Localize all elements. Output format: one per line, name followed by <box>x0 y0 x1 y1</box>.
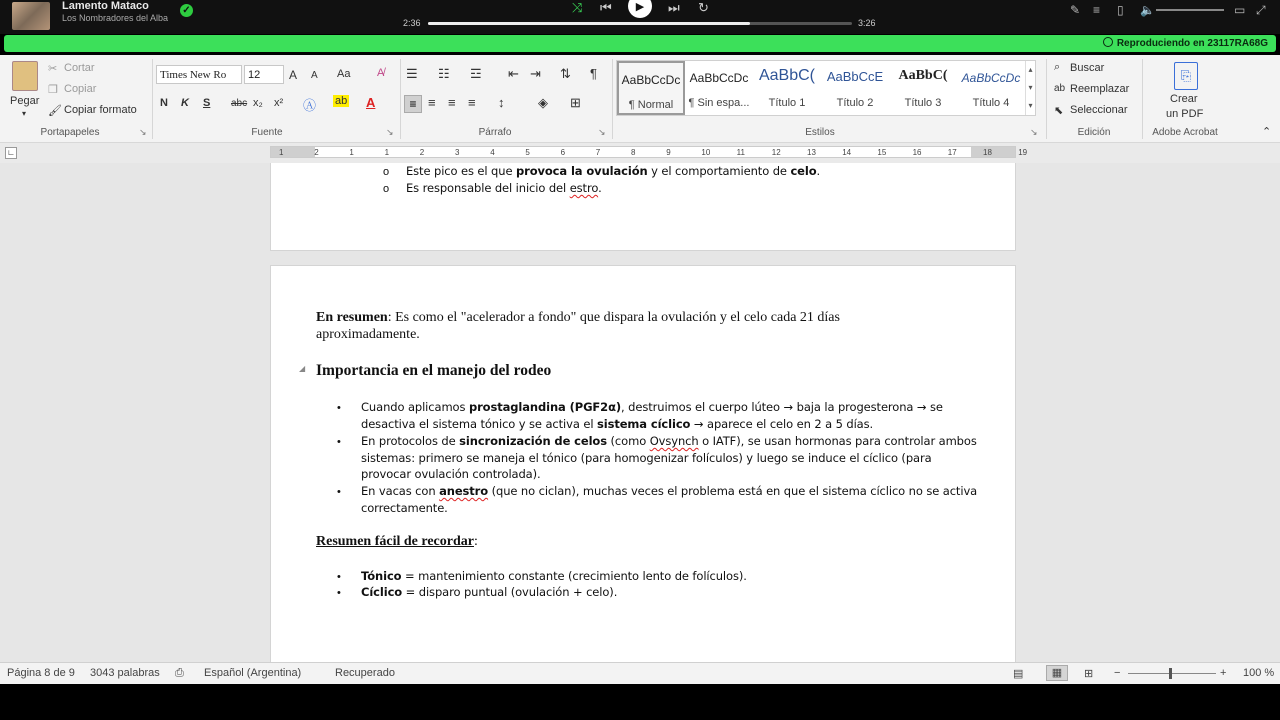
style-name: Título 4 <box>972 97 1010 109</box>
bullet-text[interactable]: En protocolos de sincronización de celos (como Ovsynch o IATF), se usan hormonas para controlar ambos <box>361 434 977 448</box>
copy-button[interactable]: Copiar <box>64 83 97 95</box>
pencil-icon[interactable]: ✎ <box>1070 3 1081 17</box>
volume-icon[interactable]: 🔈 <box>1140 3 1155 17</box>
fullscreen-icon[interactable]: ⤢ <box>1256 3 1266 17</box>
zoom-out-button[interactable]: − <box>1114 667 1121 679</box>
divider <box>1046 59 1047 139</box>
album-thumbnail[interactable] <box>12 2 50 30</box>
bold-button[interactable]: N <box>160 97 168 109</box>
underline-button[interactable]: S <box>203 97 211 109</box>
next-track-icon[interactable]: ⏭ <box>668 0 680 15</box>
style-preview: AaBbC( <box>758 67 816 84</box>
word-count[interactable]: 3043 palabras <box>90 667 160 679</box>
replace-icon: ab <box>1054 83 1066 94</box>
easy-summary-title[interactable]: Resumen fácil de recordar: <box>316 534 478 549</box>
easy-item[interactable]: Cíclico = disparo puntual (ovulación + celo). <box>361 585 618 599</box>
section-heading[interactable]: Importancia en el manejo del rodeo <box>316 362 552 379</box>
summary-paragraph-line2[interactable]: aproximadamente. <box>316 327 420 342</box>
style-name: Título 1 <box>768 97 806 109</box>
bullets-icon[interactable]: ☰ <box>406 66 418 81</box>
summary-paragraph[interactable]: En resumen: Es como el "acelerador a fondo" que dispara la ovulación y el celo cada 21 días <box>316 310 840 325</box>
liked-check-icon[interactable]: ✓ <box>180 4 193 17</box>
zoom-slider[interactable] <box>1128 673 1216 674</box>
web-layout-icon[interactable]: ⊞ <box>1084 668 1094 680</box>
divider <box>1142 59 1143 139</box>
style-heading-3[interactable] <box>889 61 957 115</box>
paragraph-launcher-icon[interactable]: ↘ <box>598 127 606 137</box>
screen-bottom <box>0 684 1280 720</box>
ruler-tick-label: 12 <box>771 148 781 157</box>
style-heading-4[interactable] <box>957 61 1025 115</box>
format-painter-button[interactable]: Copiar formato <box>64 104 137 116</box>
group-label-acrobat: Adobe Acrobat <box>1152 127 1218 138</box>
bullet-marker: • <box>337 587 341 599</box>
ruler-tick-label: 11 <box>736 148 745 157</box>
text-effects-icon[interactable]: Ⓐ <box>303 98 317 113</box>
ruler-tick-label: 7 <box>595 148 601 157</box>
font-size-box[interactable]: 12 <box>244 65 284 84</box>
bullet-marker: • <box>337 571 341 583</box>
align-center-icon[interactable]: ≡ <box>428 95 436 110</box>
clear-format-icon[interactable]: A̸ <box>377 67 385 79</box>
shrink-font-button[interactable]: A <box>311 70 318 81</box>
miniplayer-icon[interactable]: ▭ <box>1234 3 1246 17</box>
group-label-editing: Edición <box>1077 127 1111 138</box>
ruler-tick-label: 1 <box>349 148 354 157</box>
style-preview: AaBbCcDc <box>961 71 1021 85</box>
change-case-button[interactable]: Aa <box>337 68 351 80</box>
media-player-bar <box>0 0 1280 34</box>
collapse-ribbon-icon[interactable]: ⌃ <box>1262 126 1272 138</box>
volume-slider[interactable] <box>1156 9 1224 11</box>
progress-fill <box>428 22 750 25</box>
italic-button[interactable]: K <box>181 97 189 109</box>
page-previous[interactable] <box>270 163 1016 251</box>
ruler-tick-label: 1 <box>279 148 284 157</box>
strikethrough-button[interactable]: abc <box>231 98 248 109</box>
sub-bullet-marker: o <box>383 166 390 178</box>
group-label-styles: Estilos <box>805 127 835 138</box>
ruler-tick-label: 14 <box>842 148 852 157</box>
read-mode-icon[interactable]: ▤ <box>1013 668 1024 680</box>
ruler-tick-label: 10 <box>701 148 711 157</box>
ribbon-home <box>0 55 1280 143</box>
increase-indent-icon[interactable]: ⇥ <box>530 66 541 81</box>
style-preview: AaBbCcDc <box>621 73 681 87</box>
search-icon: ⌕ <box>1054 61 1061 73</box>
artist-name: Los Nombradores del Alba <box>62 13 169 23</box>
style-name: ¶ Sin espa... <box>688 97 750 109</box>
bullet-marker: • <box>337 436 341 448</box>
now-playing-banner[interactable] <box>4 35 1276 52</box>
now-playing-text: Reproduciendo en 23117RA68G <box>1116 38 1268 49</box>
ruler-tick-label: 2 <box>419 148 425 157</box>
ruler-tick-label: 19 <box>1018 148 1028 157</box>
bullet-text[interactable]: Cuando aplicamos prostaglandina (PGF2α), destruimos el cuerpo lúteo → baja la progesterona → se <box>361 400 943 414</box>
shading-icon[interactable]: ◈ <box>538 95 548 110</box>
device-icon[interactable]: ▯ <box>1117 3 1124 17</box>
ruler-tick-label: 13 <box>807 148 816 157</box>
style-heading-2[interactable] <box>821 61 889 115</box>
find-button[interactable]: Buscar <box>1070 62 1105 74</box>
align-left-button[interactable]: ≡ <box>404 95 422 113</box>
ruler-tick-label: 3 <box>455 148 460 157</box>
sub-bullet-text[interactable]: Este pico es el que provoca la ovulación y el comportamiento de celo. <box>406 164 821 178</box>
sub-bullet-text[interactable]: Es responsable del inicio del estro. <box>406 181 602 195</box>
ruler-tick-label: 17 <box>947 148 957 157</box>
speaker-icon <box>1103 37 1113 47</box>
repeat-icon[interactable]: ↻ <box>698 0 709 15</box>
style-name: Título 3 <box>904 97 942 109</box>
duration-time: 3:26 <box>858 18 876 28</box>
format-painter-icon: 🖌 <box>48 105 62 117</box>
bullet-text[interactable]: correctamente. <box>361 501 448 515</box>
status-bar <box>0 662 1280 684</box>
ruler-tick-label: 1 <box>384 148 390 157</box>
print-layout-icon[interactable]: ▦ <box>1046 665 1068 681</box>
ruler-tick-label: 16 <box>912 148 922 157</box>
justify-icon[interactable]: ≡ <box>468 95 476 110</box>
group-label-font: Fuente <box>251 127 283 138</box>
style-heading-1[interactable] <box>753 61 821 115</box>
numbering-icon[interactable]: ☷ <box>438 66 450 81</box>
zoom-in-button[interactable]: + <box>1220 667 1227 679</box>
highlight-icon[interactable]: ab <box>335 95 348 107</box>
style-name: Título 2 <box>836 97 874 109</box>
cut-button[interactable]: Cortar <box>64 62 95 74</box>
style-normal[interactable] <box>617 61 685 115</box>
select-cursor-icon: ⬉ <box>1054 105 1064 117</box>
font-launcher-icon[interactable]: ↘ <box>386 127 394 137</box>
select-button[interactable]: Seleccionar <box>1070 104 1128 116</box>
ruler-tick-label: 6 <box>560 148 566 157</box>
bullet-marker: • <box>337 402 341 414</box>
tab-selector-icon[interactable]: ∟ <box>5 147 17 159</box>
bullet-marker: • <box>337 486 341 498</box>
shuffle-icon[interactable]: ⤨ <box>572 0 583 15</box>
style-name: ¶ Normal <box>628 99 674 111</box>
song-title: Lamento Mataco <box>62 0 149 12</box>
horizontal-ruler[interactable] <box>270 146 1028 158</box>
style-preview: AaBbCcDc <box>689 71 749 85</box>
sort-icon[interactable]: ⇅ <box>560 66 571 81</box>
divider <box>152 59 153 139</box>
play-pause-button[interactable]: ▶ <box>628 0 652 18</box>
ruler-margin-right <box>971 147 1015 157</box>
copy-icon: ❐ <box>48 84 58 96</box>
styles-launcher-icon[interactable]: ↘ <box>1030 127 1038 137</box>
ruler-tick-label: 18 <box>983 148 992 157</box>
superscript-button[interactable]: x² <box>274 97 284 109</box>
styles-gallery <box>616 60 1036 116</box>
decrease-indent-icon[interactable]: ⇤ <box>508 66 519 81</box>
grow-font-button[interactable]: A <box>289 68 298 82</box>
paste-dropdown-icon[interactable]: ▾ <box>22 109 27 118</box>
cut-icon: ✂ <box>48 63 58 75</box>
font-color-icon[interactable]: A <box>366 95 376 110</box>
zoom-level[interactable]: 100 % <box>1243 667 1275 679</box>
proofing-icon[interactable]: ⎙ <box>175 667 184 679</box>
ruler-tick-label: 2 <box>314 148 319 157</box>
style-preview: AaBbC( <box>898 68 948 83</box>
group-label-paragraph: Párrafo <box>478 127 512 138</box>
clipboard-icon[interactable] <box>12 61 38 91</box>
subscript-button[interactable]: x₂ <box>253 97 263 109</box>
line-spacing-icon[interactable]: ↕ <box>498 95 505 110</box>
bullet-text[interactable]: En vacas con anestro (que no ciclan), muchas veces el problema está en que el sistema cíclico no se activa <box>361 484 978 498</box>
paste-button[interactable]: Pegar <box>10 95 40 107</box>
ruler-tick-label: 4 <box>490 148 495 157</box>
sub-bullet-marker: o <box>383 183 390 195</box>
collapse-heading-icon[interactable]: ◢ <box>299 364 306 373</box>
create-pdf-line1[interactable]: Crear <box>1170 93 1198 105</box>
zoom-slider-thumb[interactable] <box>1169 668 1172 679</box>
replace-button[interactable]: Reemplazar <box>1070 83 1130 95</box>
style-no-spacing[interactable] <box>685 61 753 115</box>
clipboard-launcher-icon[interactable]: ↘ <box>139 127 147 137</box>
multilevel-list-icon[interactable]: ☲ <box>470 66 482 81</box>
bullet-text[interactable]: provocar ovulación controlada). <box>361 467 541 481</box>
previous-track-icon[interactable]: ⏮ <box>600 0 612 15</box>
easy-item[interactable]: Tónico = mantenimiento constante (crecimiento lento de folículos). <box>361 569 747 583</box>
borders-icon[interactable]: ⊞ <box>570 95 581 110</box>
create-pdf-line2[interactable]: un PDF <box>1166 108 1204 120</box>
group-label-clipboard: Portapapeles <box>40 127 100 138</box>
show-marks-icon[interactable]: ¶ <box>590 66 597 81</box>
font-name-box[interactable]: Times New Ro <box>156 65 242 84</box>
align-right-icon[interactable]: ≡ <box>448 95 456 110</box>
ruler-tick-label: 5 <box>525 148 530 157</box>
language-indicator[interactable]: Español (Argentina) <box>204 667 302 679</box>
ruler-margin-left <box>271 147 315 157</box>
bullet-text[interactable]: desactiva el sistema tónico y se activa el sistema cíclico → aparece el celo en 2 a 5 días. <box>361 417 874 431</box>
pdf-icon[interactable]: ⎘ <box>1174 62 1198 90</box>
style-preview: AaBbCcE <box>826 69 884 84</box>
ruler-tick-label: 8 <box>631 148 636 157</box>
progress-bar[interactable] <box>428 22 852 25</box>
divider <box>612 59 613 139</box>
document-state: Recuperado <box>335 667 395 679</box>
elapsed-time: 2:36 <box>403 18 421 28</box>
ruler-tick-label: 9 <box>666 148 671 157</box>
page-count[interactable]: Página 8 de 9 <box>7 667 75 679</box>
ruler-tick-label: 15 <box>877 148 887 157</box>
bullet-text[interactable]: sistemas: primero se maneja el tónico (para homogenizar folículos) y luego se induce el cíclico (para <box>361 451 932 465</box>
document-canvas[interactable] <box>0 163 1280 662</box>
page-current[interactable] <box>270 265 1016 662</box>
divider <box>400 59 401 139</box>
styles-scroll[interactable]: ▴ ▾ ▾ <box>1025 61 1035 115</box>
queue-icon[interactable]: ≡ <box>1093 3 1101 17</box>
